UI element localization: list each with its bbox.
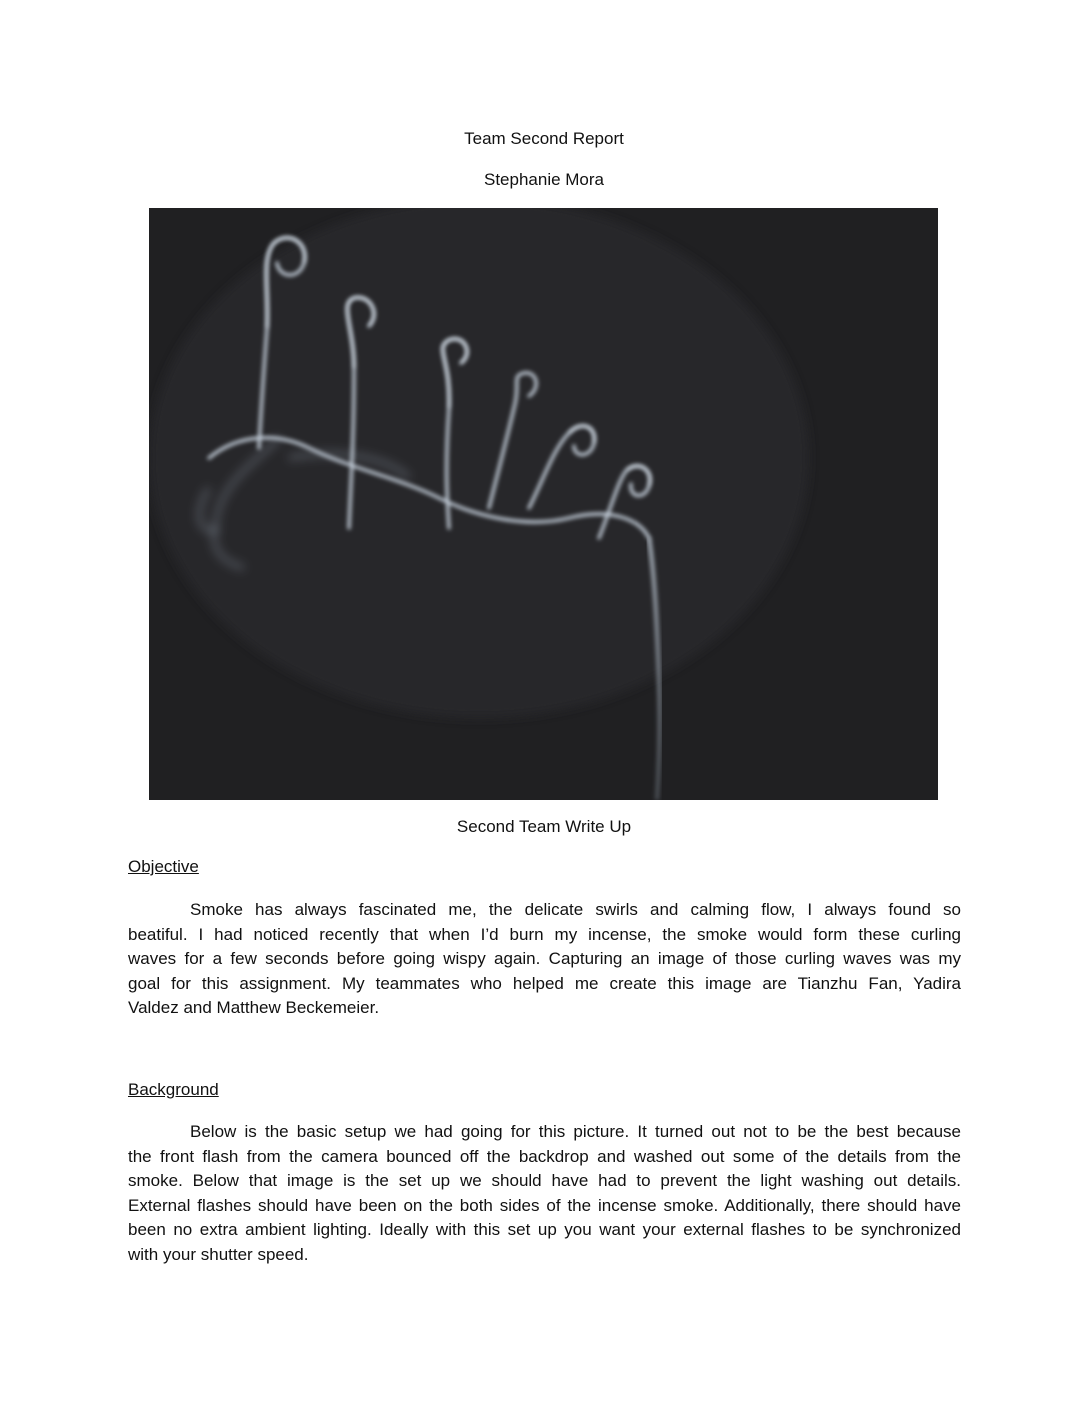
paragraph-line: waves for a few seconds before going wispy again. Capturing an image of those curling waves was my	[128, 949, 961, 968]
paragraph-line: goal for this assignment. My teammates who helped me create this image are Tianzhu Fan, Yadira	[128, 973, 961, 993]
paragraph-line: the front flash from the camera bounced off the backdrop and washed out some of the details from the	[128, 1146, 961, 1166]
paragraph-line: beatiful. I had noticed recently that when I’d burn my incense, the smoke would form these curling	[128, 924, 961, 944]
smoke-photo	[149, 208, 938, 800]
paragraph-line: Smoke has always fascinated me, the delicate swirls and calming flow, I always found so	[190, 900, 961, 919]
document-title: Team Second Report	[464, 129, 624, 148]
objective-paragraph	[128, 898, 961, 1021]
section-heading-background: Background	[128, 1080, 219, 1099]
paragraph-line: Valdez and Matthew Beckemeier.	[128, 998, 380, 1017]
paragraph-line: with your shutter speed.	[128, 1244, 309, 1264]
document-author: Stephanie Mora	[483, 170, 605, 189]
paragraph-line: Below is the basic setup we had going for this picture. It turned out not to be the best because	[190, 1122, 961, 1141]
background-paragraph	[128, 1120, 961, 1267]
paragraph-line: been no extra ambient lighting. Ideally with this set up you want your external flashes to be synchronized	[128, 1220, 961, 1239]
smoke-photo-image	[149, 208, 938, 800]
paragraph-line: smoke. Below that image is the set up we should have had to prevent the light washing out details.	[128, 1171, 961, 1190]
figure-caption: Second Team Write Up	[456, 817, 632, 836]
section-heading-objective: Objective	[128, 857, 199, 876]
paragraph-line: External flashes should have been on the both sides of the incense smoke. Additionally, there should have	[128, 1195, 961, 1215]
